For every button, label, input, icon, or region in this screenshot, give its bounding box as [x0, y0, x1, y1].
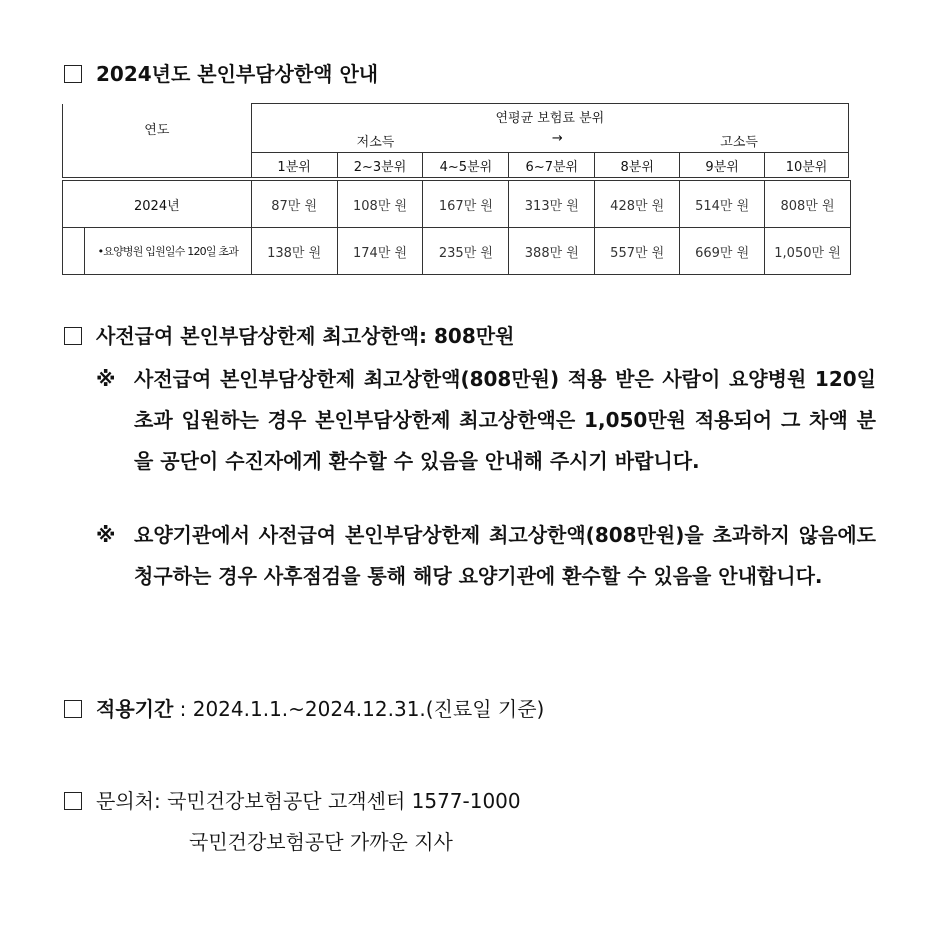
application-period [64, 693, 544, 722]
contact-line-2: 국민건강보험공단 가까운 지사 [189, 830, 453, 854]
table-cell: 669만 원 [680, 228, 765, 275]
year-header-spacer [63, 153, 252, 178]
table-cell: 174만 원 [337, 228, 423, 275]
reference-mark-icon: ※ [96, 523, 116, 547]
checkbox-icon [64, 327, 82, 345]
period-value: : 2024.1.1.~2024.12.31.(진료일 기준) [173, 697, 545, 721]
table-row [63, 228, 851, 275]
table-row [63, 181, 851, 228]
high-income-label: 고소득 [720, 134, 758, 150]
reference-mark-icon: ※ [96, 367, 116, 391]
year-header: 연도 [63, 104, 252, 153]
table-cell: 428만 원 [595, 181, 680, 228]
decile-header: 4~5분위 [423, 153, 509, 178]
decile-header: 6~7분위 [509, 153, 595, 178]
checkbox-icon [64, 792, 82, 810]
low-income-label: 저소득 [356, 134, 395, 150]
arrow-icon: → [551, 130, 563, 146]
decile-header: 9분위 [680, 153, 765, 178]
decile-header: 2~3분위 [337, 153, 423, 178]
note-paragraph [96, 515, 876, 597]
checkbox-icon [64, 700, 82, 718]
section-title: 사전급여 본인부담상한제 최고상한액: 808만원 [96, 324, 515, 348]
note-paragraph [96, 359, 876, 482]
table-cell: 313만 원 [509, 181, 595, 228]
contact-label: 문의처: [96, 789, 161, 813]
table-cell: 87만 원 [251, 181, 337, 228]
note-text: 사전급여 본인부담상한제 최고상한액(808만원) 적용 받은 사람이 요양병원 120일 초과 입원하는 경우 본인부담상한제 최고상한액은 1,050만원 적용되어 그 차액 분을 공단이 수진자에게 환수할 수 있음을 안내해 주시기 바랍니다. [134, 367, 876, 473]
checkbox-icon [64, 65, 82, 83]
period-label: 적용기간 [96, 697, 174, 721]
section-heading-prepayment [64, 320, 514, 349]
contact-line-1: 국민건강보험공단 고객센터 1577-1000 [167, 789, 521, 813]
row-label: •요양병원 입원일수 120일 초과 [84, 228, 251, 275]
table-cell: 557만 원 [595, 228, 680, 275]
row-label: 2024년 [63, 181, 252, 228]
contact-info [64, 785, 521, 814]
table-cell: 167만 원 [423, 181, 509, 228]
table-cell: 108만 원 [337, 181, 423, 228]
income-scale [251, 128, 848, 153]
table-cell: 388만 원 [509, 228, 595, 275]
caps-table-body [62, 180, 851, 275]
group-header: 연평균 보험료 분위 [251, 104, 848, 129]
table-cell: 235만 원 [423, 228, 509, 275]
caps-table-header [62, 103, 849, 178]
indent-cell [63, 228, 85, 275]
decile-header: 1분위 [251, 153, 337, 178]
table-cell: 808만 원 [765, 181, 851, 228]
decile-header: 10분위 [765, 153, 849, 178]
table-cell: 514만 원 [680, 181, 765, 228]
table-cell: 1,050만 원 [765, 228, 851, 275]
table-cell: 138만 원 [251, 228, 337, 275]
section-heading-caps [64, 58, 378, 87]
section-title: 2024년도 본인부담상한액 안내 [96, 62, 379, 86]
decile-header: 8분위 [595, 153, 680, 178]
note-text: 요양기관에서 사전급여 본인부담상한제 최고상한액(808만원)을 초과하지 않음에도 청구하는 경우 사후점검을 통해 해당 요양기관에 환수할 수 있음을 안내합니다. [134, 523, 876, 588]
